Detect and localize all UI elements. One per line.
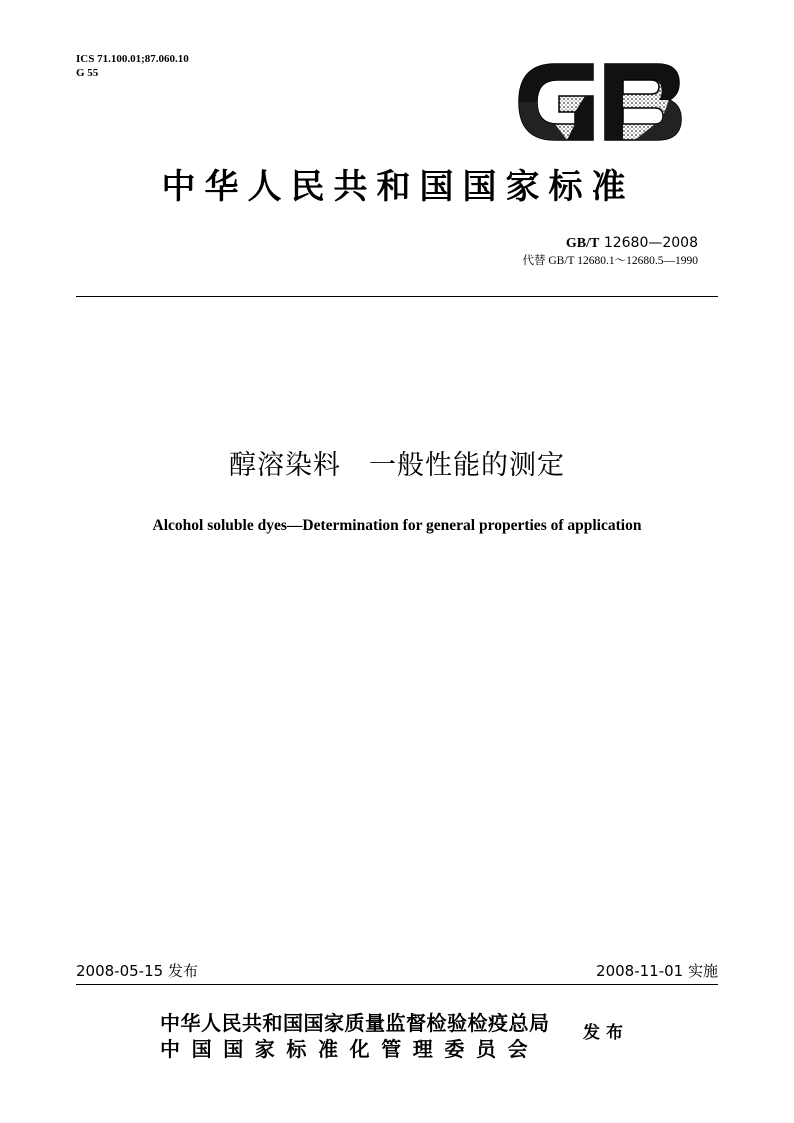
chinese-title: 醇溶染料 一般性能的测定 bbox=[229, 450, 565, 481]
bottom-divider bbox=[76, 984, 718, 985]
publisher-sac: 中国国家标准化管理委员会 bbox=[160, 1037, 540, 1061]
standard-number bbox=[566, 235, 698, 252]
issued-label: 发布 bbox=[583, 1023, 629, 1043]
gb-logo bbox=[515, 58, 685, 146]
top-divider bbox=[76, 296, 718, 297]
gb-logo-icon bbox=[515, 58, 685, 146]
english-title: Alcohol soluble dyes—Determination for general properties of application bbox=[152, 517, 642, 534]
standard-number-value: 12680—2008 bbox=[603, 235, 698, 251]
publisher-aqsiq: 中华人民共和国国家质量监督检验检疫总局 bbox=[160, 1011, 550, 1035]
standard-prefix: GB/T bbox=[565, 236, 600, 251]
issue-date: 2008-05-15 发布 bbox=[76, 962, 198, 980]
national-standard-title: 中华人民共和国国家标准 bbox=[161, 167, 635, 207]
ics-code: ICS 71.100.01;87.060.10 bbox=[76, 53, 189, 65]
replaces-standard: 代替 GB/T 12680.1～12680.5—1990 bbox=[522, 255, 698, 267]
ccs-code: G 55 bbox=[76, 67, 99, 79]
implementation-date: 2008-11-01 实施 bbox=[596, 962, 718, 980]
